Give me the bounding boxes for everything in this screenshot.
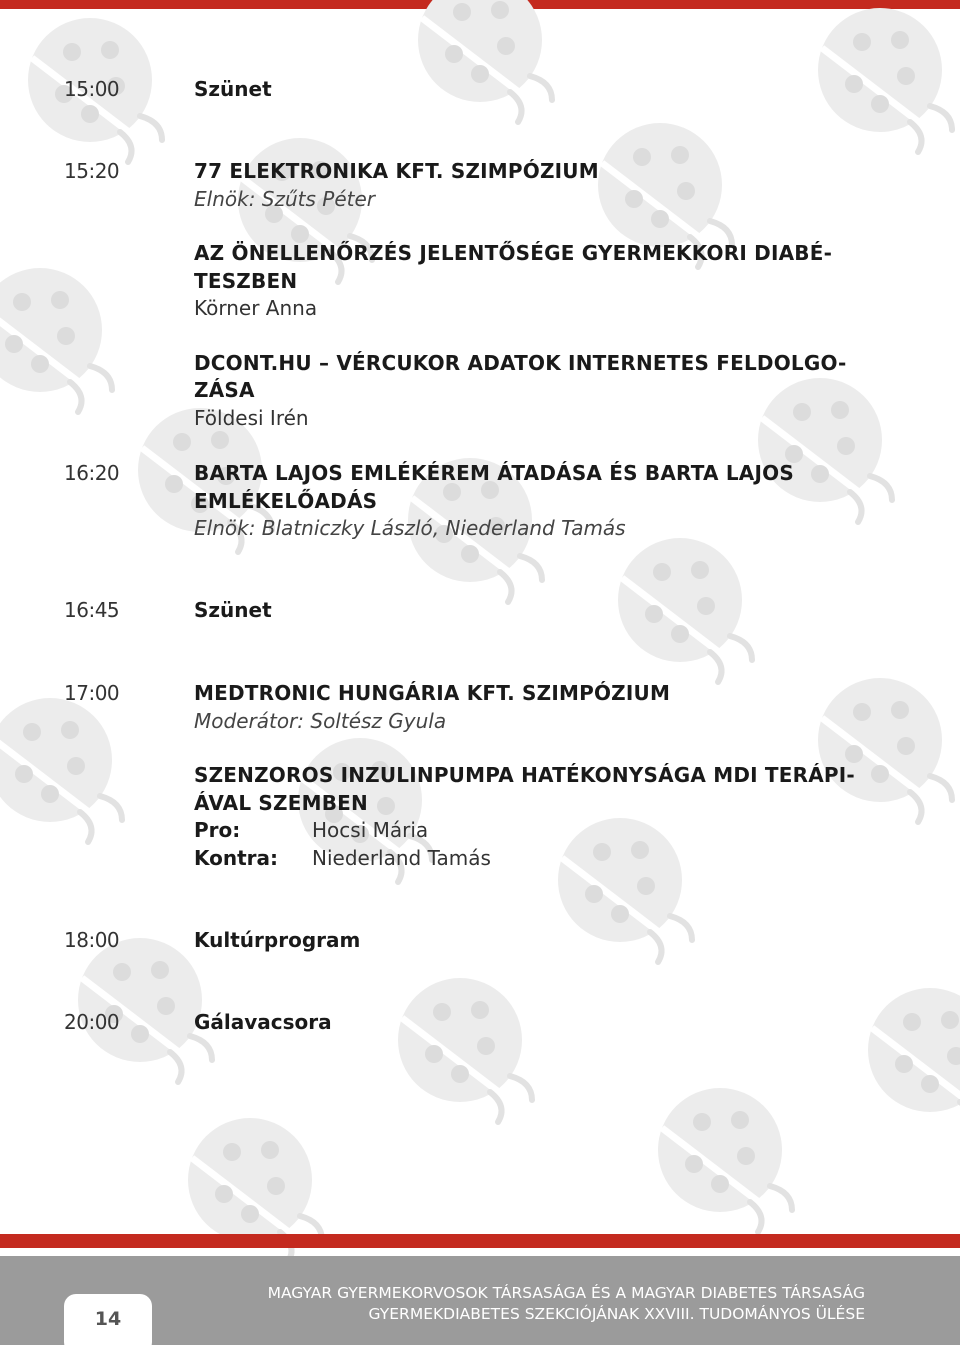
- entry-time: 17:00: [64, 681, 120, 705]
- entry-title: EMLÉKELŐADÁS: [194, 488, 378, 513]
- page-number: 14: [94, 1308, 122, 1330]
- entry-time: 15:00: [64, 77, 120, 101]
- entry-time: 18:00: [64, 928, 120, 952]
- entry-time: 20:00: [64, 1010, 120, 1034]
- talk-title: AZ ÖNELLENŐRZÉS JELENTŐSÉGE GYERMEKKORI DIABÉ-: [194, 241, 833, 265]
- talk-title: DCONT.HU – VÉRCUKOR ADATOK INTERNETES FELDOLGO-: [194, 350, 847, 375]
- debate-pro: [194, 817, 894, 845]
- entry-chair: Elnök: Szűts Péter: [194, 186, 376, 211]
- entry-title: MEDTRONIC HUNGÁRIA KFT. SZIMPÓZIUM: [194, 681, 671, 705]
- bottom-accent-bar: [0, 1234, 960, 1248]
- footer-line-2: GYERMEKDIABETES SZEKCIÓJÁNAK XXVIII. TUDOMÁNYOS ÜLÉSE: [368, 1305, 865, 1323]
- entry-title: Gálavacsora: [194, 1010, 332, 1034]
- entry-title: Szünet: [194, 77, 272, 101]
- pro-name: Hocsi Mária: [312, 818, 429, 842]
- debate-title: ÁVAL SZEMBEN: [194, 790, 368, 815]
- entry-title: BARTA LAJOS EMLÉKÉREM ÁTADÁSA ÉS BARTA LAJOS: [194, 461, 794, 485]
- contra-name: Niederland Tamás: [312, 845, 491, 870]
- entry-chair: Elnök: Blatniczky László, Niederland Tamás: [194, 516, 626, 540]
- debate-contra: [194, 845, 894, 873]
- entry-time: 15:20: [64, 159, 120, 183]
- entry-chair: Moderátor: Soltész Gyula: [194, 708, 447, 733]
- contra-label: Kontra:: [194, 845, 279, 870]
- footer-line-1: MAGYAR GYERMEKORVOSOK TÁRSASÁGA ÉS A MAGYAR DIABETES TÁRSASÁG: [267, 1284, 865, 1302]
- entry-time: 16:45: [64, 598, 120, 622]
- talk-speaker: Körner Anna: [194, 296, 318, 320]
- talk-speaker: Földesi Irén: [194, 405, 309, 430]
- entry-title: Kultúrprogram: [194, 928, 361, 952]
- entry-title: Szünet: [194, 598, 272, 622]
- entry-time: 16:20: [64, 461, 120, 485]
- debate-title: SZENZOROS INZULINPUMPA HATÉKONYSÁGA MDI TERÁPI-: [194, 763, 855, 787]
- page-number-tab: [64, 1294, 152, 1354]
- entry-title: 77 ELEKTRONIKA KFT. SZIMPÓZIUM: [194, 159, 599, 183]
- talk-title: TESZBEN: [194, 268, 298, 293]
- footer-society-text: [245, 1283, 865, 1325]
- talk-title: ZÁSA: [194, 378, 255, 402]
- pro-label: Pro:: [194, 818, 241, 842]
